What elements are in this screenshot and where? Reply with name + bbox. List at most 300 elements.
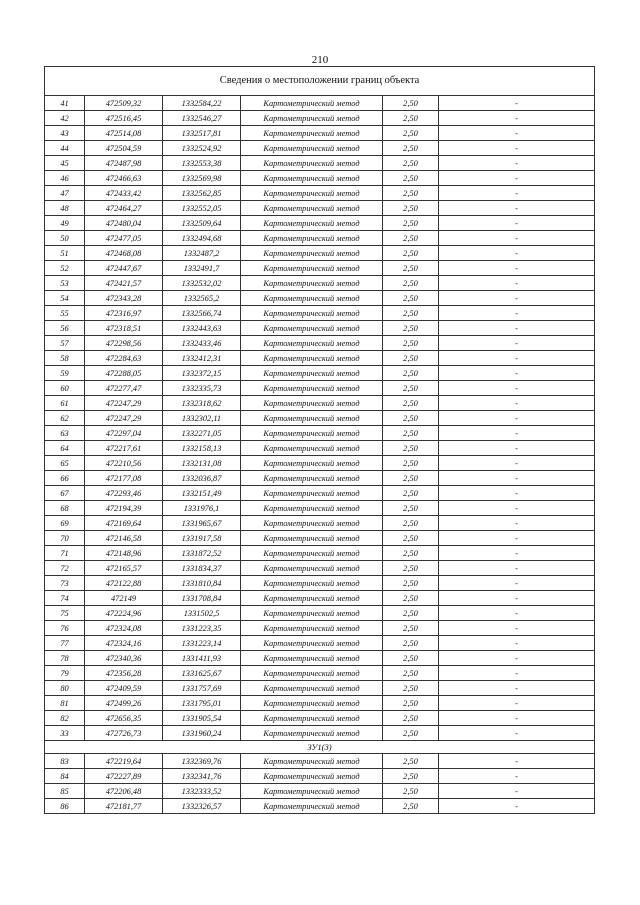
accuracy-cell: 2,50 — [383, 784, 439, 799]
y-coordinate-cell: 1332158,13 — [163, 441, 241, 456]
method-cell: Картометрический метод — [241, 366, 383, 381]
method-cell: Картометрический метод — [241, 141, 383, 156]
table-row — [45, 621, 595, 636]
method-cell: Картометрический метод — [241, 411, 383, 426]
method-cell: Картометрический метод — [241, 606, 383, 621]
point-number-cell: 70 — [45, 531, 85, 546]
y-coordinate-cell: 1332335,73 — [163, 381, 241, 396]
point-number-cell: 71 — [45, 546, 85, 561]
x-coordinate-cell: 472356,28 — [85, 666, 163, 681]
point-number-cell: 64 — [45, 441, 85, 456]
table-row — [45, 411, 595, 426]
table-row — [45, 216, 595, 231]
description-cell: - — [439, 456, 595, 471]
method-cell: Картометрический метод — [241, 171, 383, 186]
method-cell: Картометрический метод — [241, 486, 383, 501]
x-coordinate-cell: 472726,73 — [85, 726, 163, 741]
y-coordinate-cell: 1332566,74 — [163, 306, 241, 321]
point-number-cell: 75 — [45, 606, 85, 621]
accuracy-cell: 2,50 — [383, 126, 439, 141]
method-cell: Картометрический метод — [241, 126, 383, 141]
point-number-cell: 80 — [45, 681, 85, 696]
accuracy-cell: 2,50 — [383, 606, 439, 621]
x-coordinate-cell: 472298,56 — [85, 336, 163, 351]
description-cell: - — [439, 426, 595, 441]
method-cell: Картометрический метод — [241, 246, 383, 261]
description-cell: - — [439, 171, 595, 186]
table-row — [45, 769, 595, 784]
accuracy-cell: 2,50 — [383, 426, 439, 441]
method-cell: Картометрический метод — [241, 696, 383, 711]
y-coordinate-cell: 1332565,2 — [163, 291, 241, 306]
method-cell: Картометрический метод — [241, 156, 383, 171]
accuracy-cell: 2,50 — [383, 576, 439, 591]
accuracy-cell: 2,50 — [383, 486, 439, 501]
y-coordinate-cell: 1331917,58 — [163, 531, 241, 546]
table-row — [45, 261, 595, 276]
table-row — [45, 231, 595, 246]
table-row — [45, 531, 595, 546]
table-row — [45, 726, 595, 741]
description-cell: - — [439, 126, 595, 141]
point-number-cell: 50 — [45, 231, 85, 246]
accuracy-cell: 2,50 — [383, 246, 439, 261]
point-number-cell: 52 — [45, 261, 85, 276]
description-cell: - — [439, 501, 595, 516]
method-cell: Картометрический метод — [241, 456, 383, 471]
description-cell: - — [439, 411, 595, 426]
x-coordinate-cell: 472487,98 — [85, 156, 163, 171]
accuracy-cell: 2,50 — [383, 111, 439, 126]
description-cell: - — [439, 666, 595, 681]
method-cell: Картометрический метод — [241, 636, 383, 651]
point-number-cell: 55 — [45, 306, 85, 321]
accuracy-cell: 2,50 — [383, 291, 439, 306]
table-row — [45, 126, 595, 141]
table-row — [45, 186, 595, 201]
y-coordinate-cell: 1332036,87 — [163, 471, 241, 486]
table-title: Сведения о местоположении границ объекта — [45, 67, 595, 96]
description-cell: - — [439, 246, 595, 261]
method-cell: Картометрический метод — [241, 351, 383, 366]
method-cell: Картометрический метод — [241, 531, 383, 546]
y-coordinate-cell: 1331708,84 — [163, 591, 241, 606]
table-row — [45, 591, 595, 606]
method-cell: Картометрический метод — [241, 516, 383, 531]
method-cell: Картометрический метод — [241, 321, 383, 336]
description-cell: - — [439, 336, 595, 351]
table-row — [45, 396, 595, 411]
x-coordinate-cell: 472206,48 — [85, 784, 163, 799]
table-row — [45, 784, 595, 799]
table-row — [45, 606, 595, 621]
accuracy-cell: 2,50 — [383, 636, 439, 651]
y-coordinate-cell: 1331905,54 — [163, 711, 241, 726]
x-coordinate-cell: 472165,57 — [85, 561, 163, 576]
table-row — [45, 96, 595, 111]
accuracy-cell: 2,50 — [383, 754, 439, 769]
y-coordinate-cell: 1332562,85 — [163, 186, 241, 201]
point-number-cell: 44 — [45, 141, 85, 156]
point-number-cell: 85 — [45, 784, 85, 799]
table-row — [45, 546, 595, 561]
section-label: ЗУ1(3) — [45, 741, 595, 754]
method-cell: Картометрический метод — [241, 784, 383, 799]
description-cell: - — [439, 111, 595, 126]
accuracy-cell: 2,50 — [383, 336, 439, 351]
point-number-cell: 58 — [45, 351, 85, 366]
x-coordinate-cell: 472477,05 — [85, 231, 163, 246]
accuracy-cell: 2,50 — [383, 96, 439, 111]
table-row — [45, 156, 595, 171]
accuracy-cell: 2,50 — [383, 411, 439, 426]
y-coordinate-cell: 1332553,38 — [163, 156, 241, 171]
y-coordinate-cell: 1332509,64 — [163, 216, 241, 231]
table-row — [45, 336, 595, 351]
description-cell: - — [439, 351, 595, 366]
table-row — [45, 441, 595, 456]
method-cell: Картометрический метод — [241, 441, 383, 456]
description-cell: - — [439, 216, 595, 231]
description-cell: - — [439, 276, 595, 291]
x-coordinate-cell: 472288,05 — [85, 366, 163, 381]
method-cell: Картометрический метод — [241, 591, 383, 606]
point-number-cell: 42 — [45, 111, 85, 126]
method-cell: Картометрический метод — [241, 666, 383, 681]
method-cell: Картометрический метод — [241, 651, 383, 666]
point-number-cell: 60 — [45, 381, 85, 396]
method-cell: Картометрический метод — [241, 306, 383, 321]
x-coordinate-cell: 472217,61 — [85, 441, 163, 456]
x-coordinate-cell: 472146,58 — [85, 531, 163, 546]
x-coordinate-cell: 472516,45 — [85, 111, 163, 126]
description-cell: - — [439, 291, 595, 306]
point-number-cell: 86 — [45, 799, 85, 814]
description-cell: - — [439, 726, 595, 741]
accuracy-cell: 2,50 — [383, 171, 439, 186]
method-cell: Картометрический метод — [241, 576, 383, 591]
point-number-cell: 79 — [45, 666, 85, 681]
point-number-cell: 82 — [45, 711, 85, 726]
y-coordinate-cell: 1332271,05 — [163, 426, 241, 441]
x-coordinate-cell: 472324,08 — [85, 621, 163, 636]
accuracy-cell: 2,50 — [383, 591, 439, 606]
accuracy-cell: 2,50 — [383, 471, 439, 486]
accuracy-cell: 2,50 — [383, 501, 439, 516]
description-cell: - — [439, 306, 595, 321]
x-coordinate-cell: 472316,97 — [85, 306, 163, 321]
point-number-cell: 61 — [45, 396, 85, 411]
y-coordinate-cell: 1332372,15 — [163, 366, 241, 381]
table-row — [45, 381, 595, 396]
y-coordinate-cell: 1332302,11 — [163, 411, 241, 426]
accuracy-cell: 2,50 — [383, 231, 439, 246]
description-cell: - — [439, 156, 595, 171]
x-coordinate-cell: 472466,63 — [85, 171, 163, 186]
table-row — [45, 426, 595, 441]
y-coordinate-cell: 1332569,98 — [163, 171, 241, 186]
table-title-row — [45, 67, 595, 96]
table-row — [45, 711, 595, 726]
x-coordinate-cell: 472148,96 — [85, 546, 163, 561]
point-number-cell: 33 — [45, 726, 85, 741]
description-cell: - — [439, 486, 595, 501]
boundary-table — [44, 66, 595, 814]
description-cell: - — [439, 261, 595, 276]
accuracy-cell: 2,50 — [383, 261, 439, 276]
point-number-cell: 54 — [45, 291, 85, 306]
table-row — [45, 651, 595, 666]
table-row — [45, 111, 595, 126]
point-number-cell: 76 — [45, 621, 85, 636]
point-number-cell: 83 — [45, 754, 85, 769]
description-cell: - — [439, 366, 595, 381]
method-cell: Картометрический метод — [241, 426, 383, 441]
method-cell: Картометрический метод — [241, 261, 383, 276]
table-row — [45, 351, 595, 366]
table-row — [45, 754, 595, 769]
x-coordinate-cell: 472480,04 — [85, 216, 163, 231]
point-number-cell: 57 — [45, 336, 85, 351]
point-number-cell: 66 — [45, 471, 85, 486]
description-cell: - — [439, 546, 595, 561]
y-coordinate-cell: 1331223,35 — [163, 621, 241, 636]
y-coordinate-cell: 1332151,49 — [163, 486, 241, 501]
x-coordinate-cell: 472409,59 — [85, 681, 163, 696]
x-coordinate-cell: 472247,29 — [85, 411, 163, 426]
x-coordinate-cell: 472247,29 — [85, 396, 163, 411]
accuracy-cell: 2,50 — [383, 321, 439, 336]
point-number-cell: 49 — [45, 216, 85, 231]
x-coordinate-cell: 472318,51 — [85, 321, 163, 336]
accuracy-cell: 2,50 — [383, 799, 439, 814]
page-number: 210 — [311, 54, 329, 66]
y-coordinate-cell: 1332524,92 — [163, 141, 241, 156]
y-coordinate-cell: 1332552,05 — [163, 201, 241, 216]
y-coordinate-cell: 1331834,37 — [163, 561, 241, 576]
description-cell: - — [439, 471, 595, 486]
point-number-cell: 59 — [45, 366, 85, 381]
method-cell: Картометрический метод — [241, 726, 383, 741]
description-cell: - — [439, 636, 595, 651]
y-coordinate-cell: 1332546,27 — [163, 111, 241, 126]
y-coordinate-cell: 1331411,93 — [163, 651, 241, 666]
y-coordinate-cell: 1332517,81 — [163, 126, 241, 141]
table-row — [45, 306, 595, 321]
x-coordinate-cell: 472181,77 — [85, 799, 163, 814]
x-coordinate-cell: 472343,28 — [85, 291, 163, 306]
y-coordinate-cell: 1332491,7 — [163, 261, 241, 276]
table-row — [45, 171, 595, 186]
description-cell: - — [439, 141, 595, 156]
method-cell: Картометрический метод — [241, 754, 383, 769]
section-row — [45, 741, 595, 754]
description-cell: - — [439, 681, 595, 696]
x-coordinate-cell: 472340,36 — [85, 651, 163, 666]
y-coordinate-cell: 1332443,63 — [163, 321, 241, 336]
description-cell: - — [439, 754, 595, 769]
x-coordinate-cell: 472656,35 — [85, 711, 163, 726]
x-coordinate-cell: 472514,08 — [85, 126, 163, 141]
x-coordinate-cell: 472297,04 — [85, 426, 163, 441]
x-coordinate-cell: 472464,27 — [85, 201, 163, 216]
point-number-cell: 72 — [45, 561, 85, 576]
method-cell: Картометрический метод — [241, 471, 383, 486]
point-number-cell: 53 — [45, 276, 85, 291]
description-cell: - — [439, 381, 595, 396]
point-number-cell: 65 — [45, 456, 85, 471]
x-coordinate-cell: 472277,47 — [85, 381, 163, 396]
method-cell: Картометрический метод — [241, 381, 383, 396]
y-coordinate-cell: 1331810,84 — [163, 576, 241, 591]
point-number-cell: 84 — [45, 769, 85, 784]
y-coordinate-cell: 1332341,76 — [163, 769, 241, 784]
accuracy-cell: 2,50 — [383, 186, 439, 201]
description-cell: - — [439, 231, 595, 246]
accuracy-cell: 2,50 — [383, 441, 439, 456]
point-number-cell: 47 — [45, 186, 85, 201]
table-row — [45, 561, 595, 576]
method-cell: Картометрический метод — [241, 336, 383, 351]
y-coordinate-cell: 1332584,22 — [163, 96, 241, 111]
description-cell: - — [439, 321, 595, 336]
y-coordinate-cell: 1332326,57 — [163, 799, 241, 814]
method-cell: Картометрический метод — [241, 501, 383, 516]
x-coordinate-cell: 472447,67 — [85, 261, 163, 276]
x-coordinate-cell: 472149 — [85, 591, 163, 606]
method-cell: Картометрический метод — [241, 711, 383, 726]
point-number-cell: 62 — [45, 411, 85, 426]
accuracy-cell: 2,50 — [383, 396, 439, 411]
method-cell: Картометрический метод — [241, 111, 383, 126]
x-coordinate-cell: 472293,46 — [85, 486, 163, 501]
x-coordinate-cell: 472177,08 — [85, 471, 163, 486]
y-coordinate-cell: 1331625,67 — [163, 666, 241, 681]
method-cell: Картометрический метод — [241, 799, 383, 814]
accuracy-cell: 2,50 — [383, 696, 439, 711]
y-coordinate-cell: 1331976,1 — [163, 501, 241, 516]
table-row — [45, 681, 595, 696]
accuracy-cell: 2,50 — [383, 351, 439, 366]
y-coordinate-cell: 1332412,31 — [163, 351, 241, 366]
accuracy-cell: 2,50 — [383, 546, 439, 561]
method-cell: Картометрический метод — [241, 561, 383, 576]
table-row — [45, 486, 595, 501]
y-coordinate-cell: 1331223,14 — [163, 636, 241, 651]
accuracy-cell: 2,50 — [383, 561, 439, 576]
accuracy-cell: 2,50 — [383, 366, 439, 381]
method-cell: Картометрический метод — [241, 546, 383, 561]
description-cell: - — [439, 591, 595, 606]
point-number-cell: 48 — [45, 201, 85, 216]
table-row — [45, 576, 595, 591]
x-coordinate-cell: 472219,64 — [85, 754, 163, 769]
x-coordinate-cell: 472284,63 — [85, 351, 163, 366]
method-cell: Картометрический метод — [241, 201, 383, 216]
point-number-cell: 73 — [45, 576, 85, 591]
method-cell: Картометрический метод — [241, 216, 383, 231]
point-number-cell: 63 — [45, 426, 85, 441]
description-cell: - — [439, 651, 595, 666]
point-number-cell: 51 — [45, 246, 85, 261]
y-coordinate-cell: 1332433,46 — [163, 336, 241, 351]
x-coordinate-cell: 472210,56 — [85, 456, 163, 471]
accuracy-cell: 2,50 — [383, 516, 439, 531]
method-cell: Картометрический метод — [241, 231, 383, 246]
y-coordinate-cell: 1332333,52 — [163, 784, 241, 799]
point-number-cell: 46 — [45, 171, 85, 186]
method-cell: Картометрический метод — [241, 96, 383, 111]
y-coordinate-cell: 1331872,52 — [163, 546, 241, 561]
method-cell: Картометрический метод — [241, 621, 383, 636]
y-coordinate-cell: 1332487,2 — [163, 246, 241, 261]
accuracy-cell: 2,50 — [383, 666, 439, 681]
method-cell: Картометрический метод — [241, 396, 383, 411]
table-row — [45, 246, 595, 261]
accuracy-cell: 2,50 — [383, 769, 439, 784]
description-cell: - — [439, 561, 595, 576]
description-cell: - — [439, 799, 595, 814]
y-coordinate-cell: 1332131,08 — [163, 456, 241, 471]
description-cell: - — [439, 784, 595, 799]
x-coordinate-cell: 472122,88 — [85, 576, 163, 591]
description-cell: - — [439, 96, 595, 111]
description-cell: - — [439, 396, 595, 411]
accuracy-cell: 2,50 — [383, 276, 439, 291]
x-coordinate-cell: 472509,32 — [85, 96, 163, 111]
accuracy-cell: 2,50 — [383, 456, 439, 471]
method-cell: Картометрический метод — [241, 769, 383, 784]
table-row — [45, 636, 595, 651]
table-row — [45, 666, 595, 681]
point-number-cell: 78 — [45, 651, 85, 666]
point-number-cell: 43 — [45, 126, 85, 141]
point-number-cell: 56 — [45, 321, 85, 336]
y-coordinate-cell: 1331757,69 — [163, 681, 241, 696]
table-row — [45, 501, 595, 516]
point-number-cell: 69 — [45, 516, 85, 531]
x-coordinate-cell: 472504,59 — [85, 141, 163, 156]
x-coordinate-cell: 472224,96 — [85, 606, 163, 621]
description-cell: - — [439, 186, 595, 201]
x-coordinate-cell: 472499,26 — [85, 696, 163, 711]
accuracy-cell: 2,50 — [383, 156, 439, 171]
accuracy-cell: 2,50 — [383, 381, 439, 396]
method-cell: Картометрический метод — [241, 291, 383, 306]
y-coordinate-cell: 1332532,02 — [163, 276, 241, 291]
description-cell: - — [439, 696, 595, 711]
description-cell: - — [439, 711, 595, 726]
table-row — [45, 366, 595, 381]
accuracy-cell: 2,50 — [383, 306, 439, 321]
accuracy-cell: 2,50 — [383, 201, 439, 216]
x-coordinate-cell: 472194,39 — [85, 501, 163, 516]
description-cell: - — [439, 441, 595, 456]
x-coordinate-cell: 472468,08 — [85, 246, 163, 261]
table-row — [45, 141, 595, 156]
point-number-cell: 45 — [45, 156, 85, 171]
accuracy-cell: 2,50 — [383, 141, 439, 156]
table-row — [45, 516, 595, 531]
x-coordinate-cell: 472324,16 — [85, 636, 163, 651]
y-coordinate-cell: 1331960,24 — [163, 726, 241, 741]
point-number-cell: 67 — [45, 486, 85, 501]
accuracy-cell: 2,50 — [383, 681, 439, 696]
description-cell: - — [439, 201, 595, 216]
accuracy-cell: 2,50 — [383, 531, 439, 546]
description-cell: - — [439, 576, 595, 591]
boundary-table-sheet — [44, 66, 594, 814]
